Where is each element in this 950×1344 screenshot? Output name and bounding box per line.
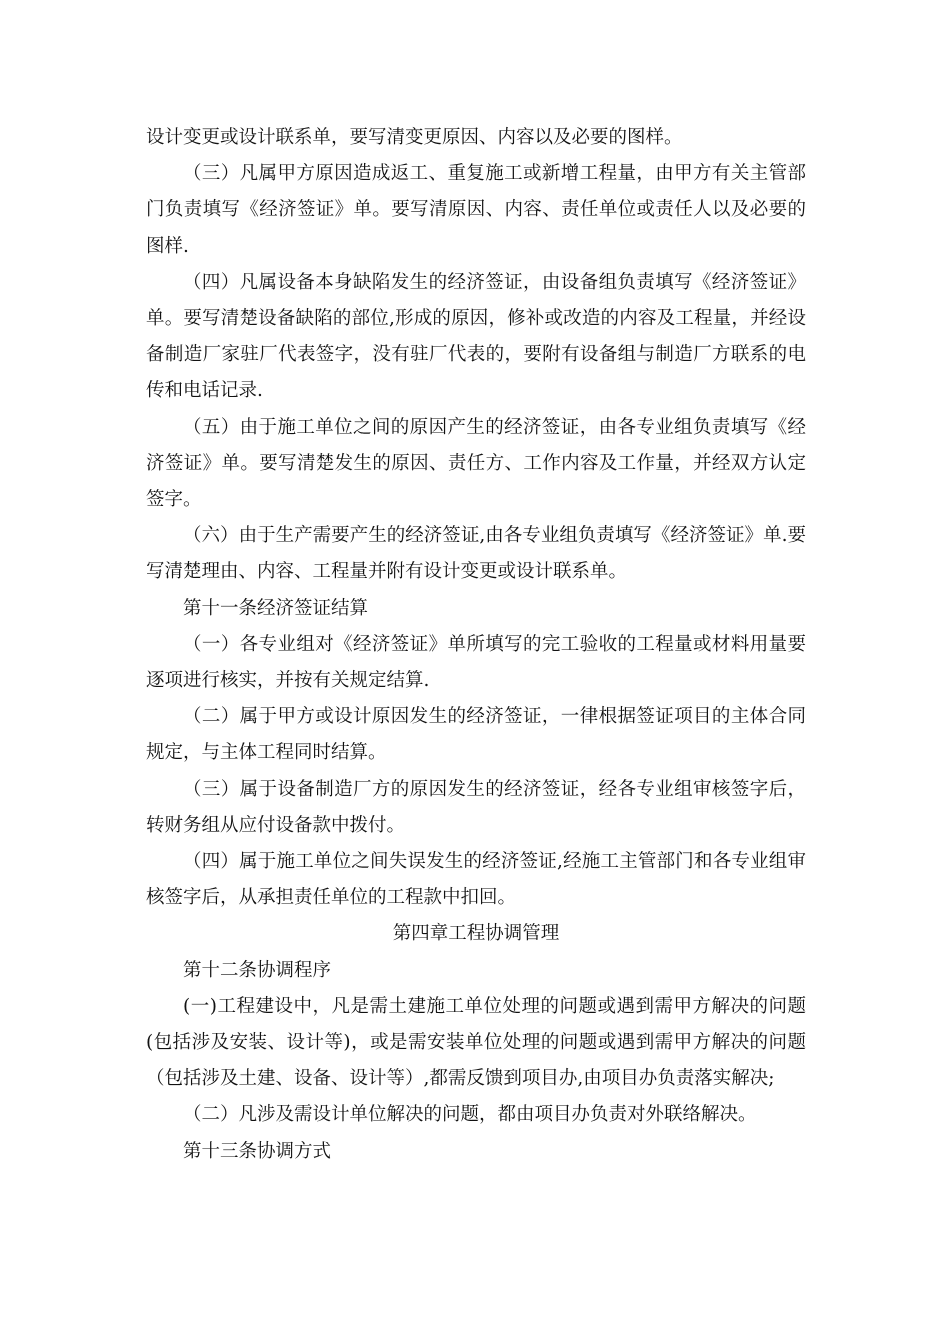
paragraph-continuation: 设计变更或设计联系单，要写清变更原因、内容以及必要的图样。 — [146, 127, 683, 148]
chapter-4-heading: 第四章工程协调管理 — [392, 923, 560, 945]
article-11-item-4: （四）属于施工单位之间失误发生的经济签证,经施工主管部门和各专业组审核签字后，从承担责任单位的工程款中扣回。 — [146, 851, 806, 909]
paragraph-item-6: （六）由于生产需要产生的经济签证,由各专业组负责填写《经济签证》单.要写清楚理由、内容、工程量并附有设计变更或设计联系单。 — [146, 525, 806, 583]
article-11-item-1: （一）各专业组对《经济签证》单所填写的完工验收的工程量或材料用量要逐项进行核实，并按有关规定结算. — [146, 633, 806, 692]
paragraph-item-3: （三）凡属甲方原因造成返工、重复施工或新增工程量，由甲方有关主管部门负责填写《经济签证》单。要写清原因、内容、责任单位或责任人以及必要的图样. — [146, 163, 806, 257]
article-11-item-3: （三）属于设备制造厂方的原因发生的经济签证，经各专业组审核签字后，转财务组从应付设备款中拨付。 — [146, 778, 806, 836]
paragraph-item-4: （四）凡属设备本身缺陷发生的经济签证，由设备组负责填写《经济签证》单。要写清楚设备缺陷的部位,形成的原因，修补或改造的内容及工程量，并经设备制造厂家驻厂代表签字，没有驻厂代表的，要附有设备组与制造厂方联系的电传和电话记录. — [146, 271, 806, 402]
article-12-item-2: （二）凡涉及需设计单位解决的问题，都由项目办负责对外联络解决。 — [183, 1104, 757, 1126]
article-11-title: 第十一条经济签证结算 — [183, 597, 369, 619]
article-12-item-1: (一)工程建设中，凡是需土建施工单位处理的问题或遇到需甲方解决的问题(包括涉及安装、设计等)，或是需安装单位处理的问题或遇到需甲方解决的问题（包括涉及土建、设备、设计等）,都需反馈到项目办,由项目办负责落实解决; — [146, 995, 806, 1090]
paragraph-item-5: （五）由于施工单位之间的原因产生的经济签证，由各专业组负责填写《经济签证》单。要写清楚发生的原因、责任方、工作内容及工作量，并经双方认定签字。 — [146, 416, 806, 511]
article-12-title: 第十二条协调程序 — [183, 959, 332, 981]
document-page — [146, 120, 806, 1170]
article-11-item-2: （二）属于甲方或设计原因发生的经济签证，一律根据签证项目的主体合同规定，与主体工程同时结算。 — [146, 706, 806, 764]
article-13-title: 第十三条协调方式 — [183, 1140, 332, 1162]
